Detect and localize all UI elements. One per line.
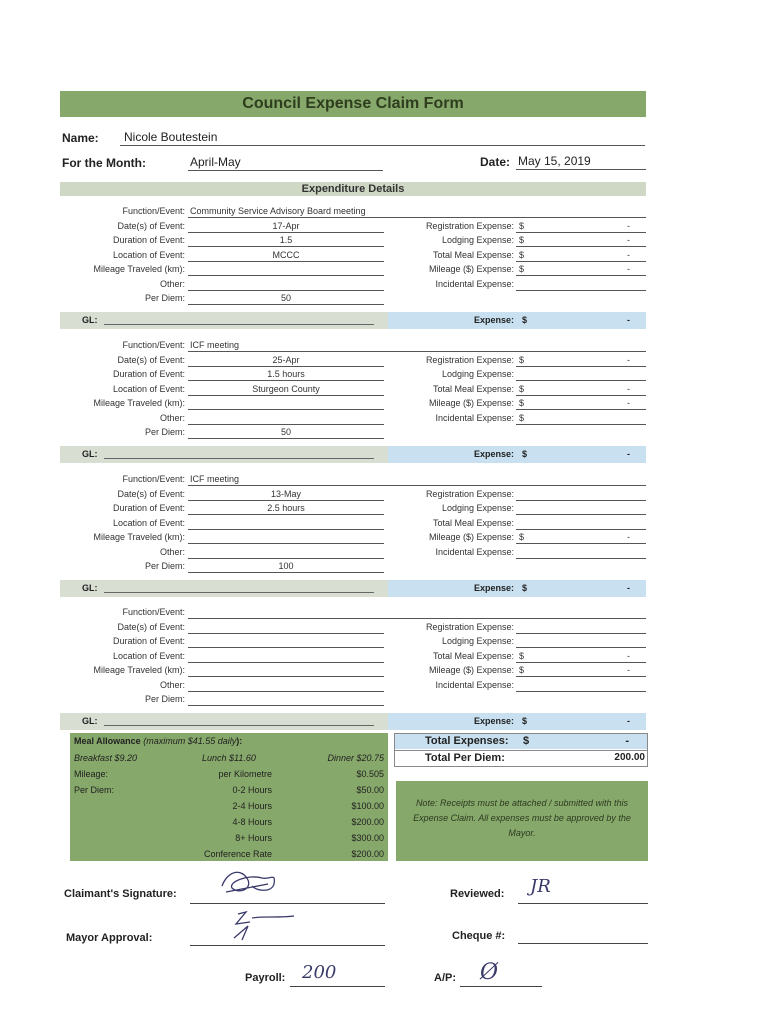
- event-2-registration-value: -: [627, 354, 630, 365]
- event-1-mileage-field[interactable]: [516, 263, 646, 276]
- event-4-meal-field[interactable]: [516, 650, 646, 663]
- per-diem-rate-label: Per Diem:: [74, 785, 115, 795]
- event-2-expense-row: [388, 446, 646, 463]
- event-4-expense-label: Expense:: [474, 716, 515, 726]
- event-3-duration-value: 2.5 hours: [267, 503, 305, 513]
- event-1-mileage-label: Mileage ($) Expense:: [428, 264, 514, 274]
- event-2-mileage-field[interactable]: [188, 397, 384, 410]
- event-3-per_diem-field[interactable]: [188, 560, 384, 573]
- event-4-per_diem-label: Per Diem:: [144, 694, 185, 704]
- event-4-function-value: [188, 607, 190, 617]
- event-3-mileage-value: -: [627, 532, 630, 542]
- event-4-registration-field[interactable]: [516, 621, 646, 634]
- event-2-location-label: Location of Event:: [112, 383, 185, 394]
- event-1-registration-currency: $: [519, 220, 525, 231]
- event-2-incidental-field[interactable]: [516, 412, 646, 425]
- event-1-lodging-currency: $: [519, 235, 525, 245]
- event-2-per_diem-value: 50: [280, 427, 291, 437]
- event-4-other-label: Other:: [159, 679, 185, 690]
- event-1-function-field[interactable]: [188, 205, 646, 218]
- reviewed-initials: JR: [530, 876, 551, 897]
- breakfast-rate: Breakfast $9.20: [74, 753, 138, 763]
- event-4-expense-currency: $: [522, 716, 528, 726]
- event-2-mileage-label: Mileage ($) Expense:: [428, 398, 514, 408]
- claimant-signature-mark: [218, 866, 280, 898]
- event-1-per_diem-value: 50: [280, 293, 291, 303]
- allowance-box: [70, 733, 388, 861]
- event-2-mileage-currency: $: [519, 398, 525, 408]
- event-3-mileage-label: Mileage Traveled (km):: [93, 532, 185, 542]
- per-diem-rate-2-label: 2-4 Hours: [232, 801, 272, 811]
- event-1-mileage-currency: $: [519, 264, 525, 274]
- mayor-approval-line[interactable]: [190, 944, 385, 946]
- event-2-dates-label: Date(s) of Event:: [117, 354, 185, 365]
- event-2-function-field[interactable]: [188, 339, 646, 352]
- event-4-mileage-field[interactable]: [516, 664, 646, 677]
- mileage-rate-unit: per Kilometre: [218, 769, 272, 779]
- event-4-location-field[interactable]: [188, 650, 384, 663]
- event-2-mileage-value: -: [627, 398, 630, 408]
- event-2-dates-value: 25-Apr: [272, 354, 300, 365]
- event-1-gl-row: [60, 312, 388, 329]
- event-1-location-value: MCCC: [272, 249, 300, 260]
- mayor-signature-mark: [228, 908, 298, 944]
- event-1-expense-row: [388, 312, 646, 329]
- event-2-lodging-label: Lodging Expense:: [441, 369, 514, 379]
- reviewed-label: Reviewed:: [450, 888, 505, 900]
- claimant-signature-line[interactable]: [190, 902, 385, 904]
- event-2-duration-field[interactable]: [188, 368, 384, 381]
- event-2-expense-value: -: [627, 449, 630, 459]
- event-3-mileage-field[interactable]: [188, 531, 384, 544]
- month-field[interactable]: [188, 155, 383, 171]
- per-diem-rate-5-label: Conference Rate: [203, 849, 272, 859]
- event-1-mileage-value: -: [627, 264, 630, 274]
- event-1-registration-field[interactable]: [516, 220, 646, 233]
- event-1-expense-currency: $: [522, 315, 528, 325]
- totals-box: [394, 733, 648, 767]
- event-1-incidental-label: Incidental Expense:: [435, 278, 514, 289]
- per-diem-rate-5-value: $200.00: [351, 849, 384, 859]
- event-2-meal-currency: $: [519, 383, 525, 394]
- event-3-mileage-label: Mileage ($) Expense:: [428, 532, 514, 542]
- event-3-lodging-label: Lodging Expense:: [441, 503, 514, 513]
- event-1-dates-value: 17-Apr: [272, 220, 300, 231]
- event-3-dates-field[interactable]: [188, 488, 384, 501]
- event-2-gl-row: [60, 446, 388, 463]
- total-expenses-currency: $: [523, 735, 530, 747]
- event-4-mileage-label: Mileage Traveled (km):: [93, 665, 185, 675]
- event-1-registration-label: Registration Expense:: [425, 220, 514, 231]
- name-value: Nicole Boutestein: [124, 130, 218, 144]
- ap-label: A/P:: [434, 972, 456, 984]
- event-2-other-label: Other:: [159, 412, 185, 423]
- event-3-meal-label: Total Meal Expense:: [432, 517, 514, 528]
- event-2-location-field[interactable]: [188, 383, 384, 396]
- event-4-meal-currency: $: [519, 650, 525, 661]
- event-3-incidental-field[interactable]: [516, 546, 646, 559]
- event-1-dates-label: Date(s) of Event:: [117, 220, 185, 231]
- event-2-function-value: ICF meeting: [190, 340, 240, 350]
- event-4-per_diem-field[interactable]: [188, 693, 384, 706]
- event-1-function-label: Function/Event:: [122, 206, 185, 216]
- event-1-gl-field[interactable]: [104, 324, 374, 325]
- cheque-line[interactable]: [518, 942, 648, 944]
- event-4-meal-value: -: [627, 650, 630, 661]
- total-per-diem-row: [395, 750, 647, 766]
- event-2-duration-label: Duration of Event:: [112, 369, 185, 379]
- event-1-expense-label: Expense:: [474, 315, 515, 325]
- event-4-expense-value: -: [627, 716, 630, 726]
- event-2-expense-label: Expense:: [474, 449, 515, 459]
- allowance-title-bold: Meal Allowance: [74, 736, 141, 746]
- event-2-meal-field[interactable]: [516, 383, 646, 396]
- reviewed-line[interactable]: [518, 902, 648, 904]
- event-3-gl-label: GL:: [82, 583, 98, 593]
- event-2-duration-value: 1.5 hours: [267, 369, 305, 379]
- mileage-rate-label: Mileage:: [74, 769, 109, 779]
- event-4-mileage-field[interactable]: [188, 664, 384, 677]
- total-per-diem-label: Total Per Diem:: [425, 752, 505, 764]
- event-3-duration-field[interactable]: [188, 502, 384, 515]
- event-1-incidental-field[interactable]: [516, 278, 646, 291]
- event-1-duration-label: Duration of Event:: [112, 235, 185, 245]
- event-1-duration-field[interactable]: [188, 234, 384, 247]
- event-3-expense-currency: $: [522, 583, 528, 593]
- event-1-other-label: Other:: [159, 278, 185, 289]
- event-4-dates-label: Date(s) of Event:: [117, 621, 185, 632]
- event-1-meal-value: -: [627, 249, 630, 260]
- ap-line[interactable]: [460, 985, 542, 987]
- event-3-meal-field[interactable]: [516, 517, 646, 530]
- total-expenses-label: Total Expenses:: [425, 735, 509, 747]
- note-text: Note: Receipts must be attached / submitted with this Expense Claim. All expenses must be approved by the Mayor.: [413, 798, 631, 838]
- per-diem-rate-4-label: 8+ Hours: [235, 833, 272, 843]
- per-diem-rate-4-value: $300.00: [351, 833, 384, 843]
- date-field[interactable]: [516, 154, 646, 170]
- event-3-expense-label: Expense:: [474, 583, 515, 593]
- event-1-duration-value: 1.5: [279, 235, 293, 245]
- event-4-gl-row: [60, 713, 388, 730]
- event-2-incidental-currency: $: [519, 412, 525, 423]
- per-diem-rate-3-label: 4-8 Hours: [232, 817, 272, 827]
- event-2-gl-field[interactable]: [104, 458, 374, 459]
- mayor-approval-label: Mayor Approval:: [66, 932, 153, 944]
- event-3-function-value: ICF meeting: [190, 474, 240, 484]
- section-title: Expenditure Details: [60, 182, 646, 196]
- event-4-location-label: Location of Event:: [112, 650, 185, 661]
- date-value: May 15, 2019: [518, 154, 591, 168]
- form-title: Council Expense Claim Form: [60, 91, 646, 117]
- event-4-meal-label: Total Meal Expense:: [432, 650, 514, 661]
- event-2-incidental-label: Incidental Expense:: [435, 412, 514, 423]
- name-label: Name:: [62, 131, 99, 145]
- event-3-mileage-currency: $: [519, 532, 525, 542]
- event-3-dates-label: Date(s) of Event:: [117, 488, 185, 499]
- event-1-dates-field[interactable]: [188, 220, 384, 233]
- event-4-mileage-value: -: [627, 665, 630, 675]
- date-label: Date:: [480, 155, 511, 169]
- note-box: [396, 781, 648, 861]
- event-1-lodging-field[interactable]: [516, 234, 646, 247]
- event-1-meal-currency: $: [519, 249, 525, 260]
- event-1-lodging-label: Lodging Expense:: [441, 235, 514, 245]
- event-1-location-label: Location of Event:: [112, 249, 185, 260]
- event-1-meal-field[interactable]: [516, 249, 646, 262]
- event-1-function-value: Community Service Advisory Board meeting: [190, 206, 366, 216]
- event-3-gl-field[interactable]: [104, 592, 374, 593]
- per-diem-rate-2-value: $100.00: [351, 801, 384, 811]
- event-4-duration-field[interactable]: [188, 635, 384, 648]
- event-3-per_diem-label: Per Diem:: [144, 561, 185, 571]
- event-2-function-label: Function/Event:: [122, 340, 185, 350]
- event-2-lodging-field[interactable]: [516, 368, 646, 381]
- event-4-incidental-field[interactable]: [516, 679, 646, 692]
- event-4-function-field[interactable]: [188, 606, 646, 619]
- ap-value: Ø: [480, 960, 499, 985]
- event-1-meal-label: Total Meal Expense:: [432, 249, 514, 260]
- event-4-other-field[interactable]: [188, 679, 384, 692]
- event-3-mileage-field[interactable]: [516, 531, 646, 544]
- per-diem-rate-3-value: $200.00: [351, 817, 384, 827]
- event-4-lodging-field[interactable]: [516, 635, 646, 648]
- event-3-function-field[interactable]: [188, 473, 646, 486]
- event-3-lodging-field[interactable]: [516, 502, 646, 515]
- event-3-expense-value: -: [627, 583, 630, 593]
- event-4-dates-field[interactable]: [188, 621, 384, 634]
- mileage-rate-value: $0.505: [356, 769, 384, 779]
- event-3-registration-label: Registration Expense:: [425, 488, 514, 499]
- event-3-dates-value: 13-May: [270, 488, 301, 499]
- event-3-location-field[interactable]: [188, 517, 384, 530]
- event-2-dates-field[interactable]: [188, 354, 384, 367]
- event-1-registration-value: -: [627, 220, 630, 231]
- event-2-per_diem-field[interactable]: [188, 426, 384, 439]
- event-2-mileage-field[interactable]: [516, 397, 646, 410]
- event-4-incidental-label: Incidental Expense:: [435, 679, 514, 690]
- event-3-other-label: Other:: [159, 546, 185, 557]
- month-label: For the Month:: [62, 156, 146, 170]
- per-diem-rate-1-value: $50.00: [356, 785, 384, 795]
- event-2-meal-value: -: [627, 383, 630, 394]
- claimant-signature-label: Claimant's Signature:: [64, 888, 177, 900]
- event-2-other-field[interactable]: [188, 412, 384, 425]
- event-2-registration-label: Registration Expense:: [425, 354, 514, 365]
- event-3-function-label: Function/Event:: [122, 474, 185, 484]
- event-1-gl-label: GL:: [82, 315, 98, 325]
- event-3-expense-row: [388, 580, 646, 597]
- event-2-gl-label: GL:: [82, 449, 98, 459]
- event-1-lodging-value: -: [627, 235, 630, 245]
- event-4-gl-field[interactable]: [104, 725, 374, 726]
- event-3-gl-row: [60, 580, 388, 597]
- event-3-location-label: Location of Event:: [112, 517, 185, 528]
- event-1-per_diem-field[interactable]: [188, 292, 384, 305]
- event-2-location-value: Sturgeon County: [252, 383, 320, 394]
- allowance-title: Meal Allowance (maximum $41.55 daily):: [74, 736, 243, 746]
- dinner-rate: Dinner $20.75: [327, 753, 384, 763]
- event-4-function-label: Function/Event:: [122, 607, 185, 617]
- event-1-location-field[interactable]: [188, 249, 384, 262]
- event-1-mileage-label: Mileage Traveled (km):: [93, 264, 185, 274]
- event-4-registration-label: Registration Expense:: [425, 621, 514, 632]
- event-2-mileage-label: Mileage Traveled (km):: [93, 398, 185, 408]
- event-4-lodging-label: Lodging Expense:: [441, 636, 514, 646]
- event-1-mileage-field[interactable]: [188, 263, 384, 276]
- event-2-expense-currency: $: [522, 449, 528, 459]
- event-3-duration-label: Duration of Event:: [112, 503, 185, 513]
- per-diem-rate-1-label: 0-2 Hours: [232, 785, 272, 795]
- event-1-other-field[interactable]: [188, 278, 384, 291]
- event-4-expense-row: [388, 713, 646, 730]
- event-4-mileage-label: Mileage ($) Expense:: [428, 665, 514, 675]
- event-3-incidental-label: Incidental Expense:: [435, 546, 514, 557]
- event-4-mileage-currency: $: [519, 665, 525, 675]
- allowance-title-italic: maximum $41.55 daily: [146, 736, 237, 746]
- event-1-per_diem-label: Per Diem:: [144, 293, 185, 303]
- month-value: April-May: [190, 155, 241, 169]
- event-4-duration-label: Duration of Event:: [112, 636, 185, 646]
- event-4-gl-label: GL:: [82, 716, 98, 726]
- total-expenses-value: -: [625, 735, 629, 747]
- cheque-label: Cheque #:: [452, 930, 506, 942]
- event-3-other-field[interactable]: [188, 546, 384, 559]
- event-2-registration-field[interactable]: [516, 354, 646, 367]
- event-3-per_diem-value: 100: [278, 561, 294, 571]
- allowance-title-tail: ):: [236, 736, 243, 746]
- name-field[interactable]: [120, 130, 645, 146]
- payroll-label: Payroll:: [245, 972, 286, 984]
- event-2-per_diem-label: Per Diem:: [144, 427, 185, 437]
- event-2-registration-currency: $: [519, 354, 525, 365]
- payroll-line[interactable]: [290, 985, 385, 987]
- event-1-expense-value: -: [627, 315, 630, 325]
- payroll-value: 200: [302, 962, 337, 983]
- total-per-diem-value: 200.00: [614, 752, 645, 763]
- total-expenses-row: [395, 734, 647, 749]
- lunch-rate: Lunch $11.60: [202, 753, 256, 763]
- event-2-meal-label: Total Meal Expense:: [432, 383, 514, 394]
- event-3-registration-field[interactable]: [516, 488, 646, 501]
